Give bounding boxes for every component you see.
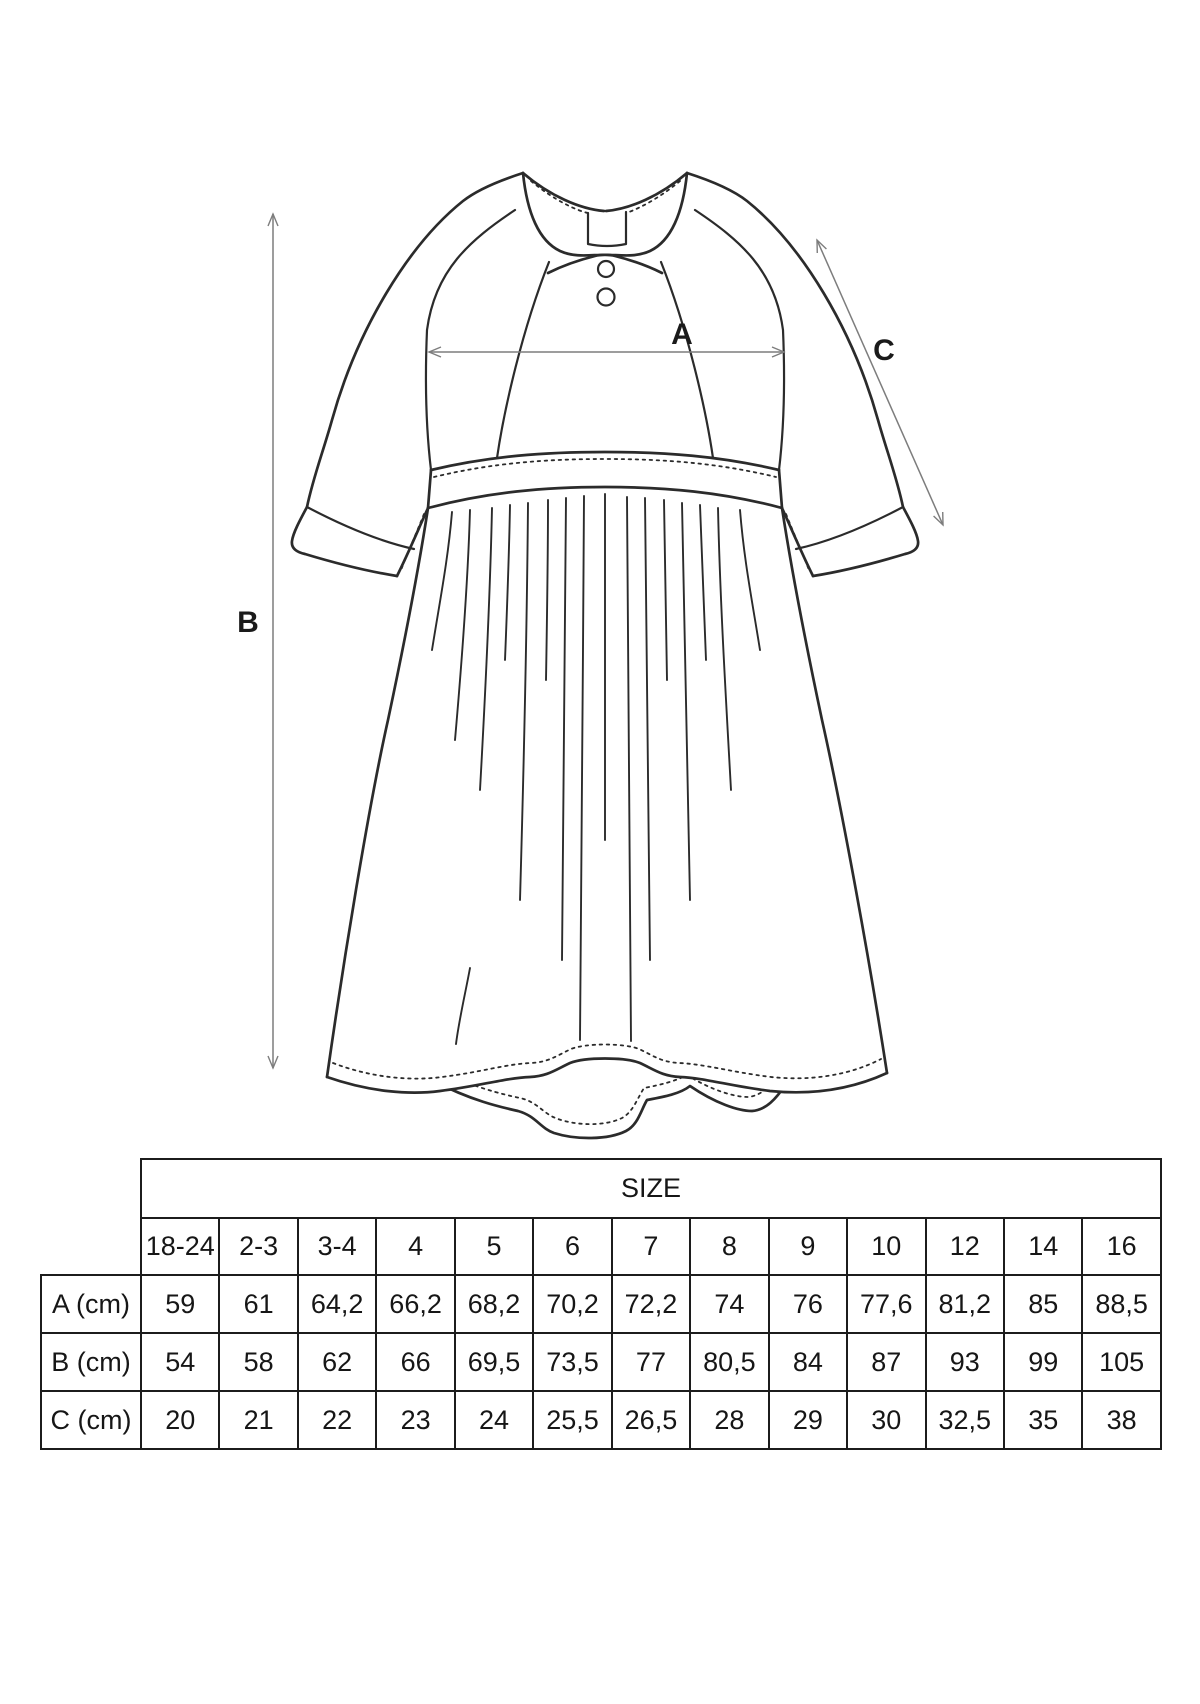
button	[598, 289, 615, 306]
measurement-label-b: B	[237, 606, 259, 639]
measurement-label-c: C	[873, 334, 895, 367]
size-col-header: 18-24	[141, 1218, 219, 1275]
table-cell: 74	[690, 1275, 768, 1333]
table-cell: 29	[769, 1391, 847, 1449]
button	[598, 261, 614, 277]
table-cell: 69,5	[455, 1333, 533, 1391]
table-spacer	[41, 1159, 141, 1218]
table-cell: 99	[1004, 1333, 1082, 1391]
size-col-header: 16	[1082, 1218, 1160, 1275]
front-skirt-fill	[327, 487, 887, 1093]
row-label: A (cm)	[41, 1275, 141, 1333]
table-cell: 88,5	[1082, 1275, 1160, 1333]
table-spacer	[41, 1218, 141, 1275]
table-cell: 61	[219, 1275, 297, 1333]
size-col-header: 2-3	[219, 1218, 297, 1275]
table-cell: 73,5	[533, 1333, 611, 1391]
table-cell: 23	[376, 1391, 454, 1449]
table-cell: 59	[141, 1275, 219, 1333]
table-cell: 93	[926, 1333, 1004, 1391]
table-cell: 28	[690, 1391, 768, 1449]
table-cell: 77,6	[847, 1275, 925, 1333]
size-col-header: 9	[769, 1218, 847, 1275]
table-cell: 26,5	[612, 1391, 690, 1449]
table-cell: 66	[376, 1333, 454, 1391]
table-cell: 70,2	[533, 1275, 611, 1333]
size-table	[40, 1158, 1162, 1450]
table-cell: 66,2	[376, 1275, 454, 1333]
measurement-arrow-c	[817, 240, 943, 525]
table-cell: 84	[769, 1333, 847, 1391]
table-cell: 20	[141, 1391, 219, 1449]
table-cell: 22	[298, 1391, 376, 1449]
table-cell: 85	[1004, 1275, 1082, 1333]
table-cell: 76	[769, 1275, 847, 1333]
table-cell: 105	[1082, 1333, 1160, 1391]
bodice-seams	[426, 210, 784, 470]
back-placket	[588, 212, 626, 246]
table-row	[41, 1275, 1161, 1333]
table-cell: 32,5	[926, 1391, 1004, 1449]
size-col-header: 8	[690, 1218, 768, 1275]
size-col-header: 10	[847, 1218, 925, 1275]
size-col-header: 14	[1004, 1218, 1082, 1275]
table-cell: 64,2	[298, 1275, 376, 1333]
size-col-header: 4	[376, 1218, 454, 1275]
table-cell: 30	[847, 1391, 925, 1449]
table-cell: 80,5	[690, 1333, 768, 1391]
table-cell: 68,2	[455, 1275, 533, 1333]
table-cell: 72,2	[612, 1275, 690, 1333]
row-label: B (cm)	[41, 1333, 141, 1391]
table-cell: 25,5	[533, 1391, 611, 1449]
table-cell: 77	[612, 1333, 690, 1391]
row-label: C (cm)	[41, 1391, 141, 1449]
size-header: SIZE	[141, 1159, 1161, 1218]
table-cell: 35	[1004, 1391, 1082, 1449]
measurement-label-a: A	[671, 318, 693, 351]
size-col-header: 6	[533, 1218, 611, 1275]
size-col-header: 5	[455, 1218, 533, 1275]
table-row	[41, 1391, 1161, 1449]
table-cell: 58	[219, 1333, 297, 1391]
table-cell: 54	[141, 1333, 219, 1391]
table-row	[41, 1333, 1161, 1391]
size-col-header: 3-4	[298, 1218, 376, 1275]
size-col-header: 12	[926, 1218, 1004, 1275]
table-cell: 38	[1082, 1391, 1160, 1449]
table-cell: 62	[298, 1333, 376, 1391]
size-col-header: 7	[612, 1218, 690, 1275]
collar	[523, 173, 687, 306]
table-row	[41, 1218, 1161, 1275]
table-row	[41, 1159, 1161, 1218]
table-cell: 21	[219, 1391, 297, 1449]
table-cell: 24	[455, 1391, 533, 1449]
table-cell: 87	[847, 1333, 925, 1391]
table-cell: 81,2	[926, 1275, 1004, 1333]
